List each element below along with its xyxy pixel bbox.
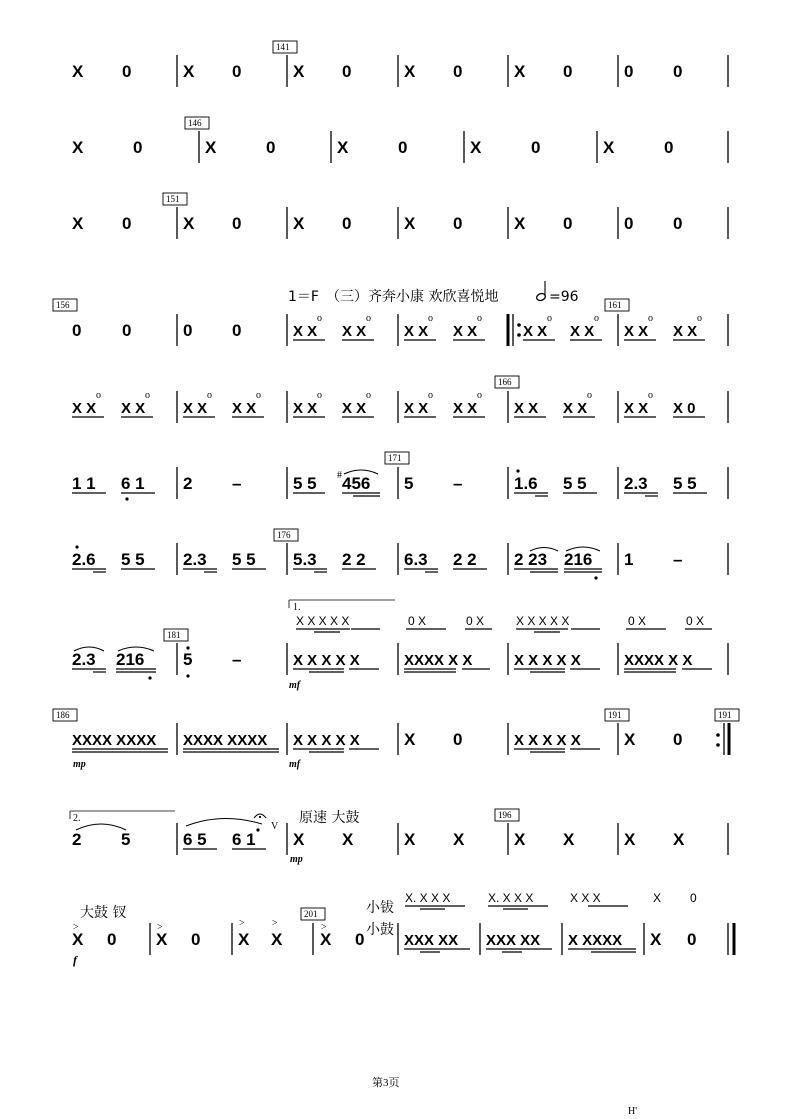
svg-text:216: 216	[116, 650, 145, 669]
svg-text:X: X	[293, 830, 305, 849]
svg-text:0: 0	[664, 138, 674, 157]
svg-text:o: o	[366, 313, 371, 324]
svg-text:V: V	[271, 821, 279, 832]
svg-text:X X X X X: X X X X X	[514, 732, 581, 749]
tempo-primo-bass-drum: 原速 大鼓	[299, 810, 360, 826]
svg-text:>: >	[239, 918, 245, 929]
svg-text:X 0: X 0	[673, 400, 696, 417]
svg-text:0: 0	[266, 138, 276, 157]
svg-text:X: X	[337, 138, 349, 157]
svg-text:X: X	[183, 62, 195, 81]
svg-text:2.3: 2.3	[624, 474, 648, 493]
svg-text:X: X	[404, 830, 416, 849]
svg-text:–: –	[232, 650, 242, 669]
svg-text:1.6: 1.6	[514, 474, 538, 493]
svg-text:X: X	[673, 830, 685, 849]
svg-text:0: 0	[453, 730, 463, 749]
svg-text:X: X	[653, 891, 662, 905]
svg-text:0: 0	[342, 214, 352, 233]
staff-line-7	[72, 529, 728, 580]
svg-text:XXXX X X: XXXX X X	[624, 652, 693, 669]
svg-text:>: >	[73, 922, 79, 933]
svg-text:X X: X X	[293, 400, 318, 417]
svg-text:X: X	[72, 62, 84, 81]
measure-number: 151	[166, 194, 180, 204]
svg-text:6 1: 6 1	[121, 474, 145, 493]
svg-text:XXXX XXXX: XXXX XXXX	[72, 732, 157, 749]
measure-number: 191	[608, 710, 622, 720]
svg-text:X X: X X	[624, 323, 649, 340]
svg-text:o: o	[145, 390, 150, 401]
staff-line-4	[53, 299, 728, 346]
svg-text:X: X	[404, 62, 416, 81]
corner-mark: H'	[628, 1106, 638, 1117]
measure-number: 201	[304, 909, 318, 919]
svg-text:5 5: 5 5	[232, 550, 256, 569]
dynamic-mp: mp	[73, 759, 86, 770]
svg-text:5.3: 5.3	[293, 550, 317, 569]
svg-text:X X: X X	[673, 323, 698, 340]
svg-text:X X: X X	[624, 400, 649, 417]
svg-text:o: o	[317, 390, 322, 401]
svg-text:X: X	[72, 930, 84, 949]
svg-text:2 23: 2 23	[514, 550, 548, 569]
svg-text:>: >	[157, 922, 163, 933]
svg-text:0: 0	[107, 930, 117, 949]
key-signature: 1＝F	[288, 289, 319, 305]
svg-text:0: 0	[690, 891, 697, 905]
svg-text:5 5: 5 5	[121, 550, 145, 569]
svg-text:X: X	[205, 138, 217, 157]
measure-number: 191	[718, 710, 732, 720]
svg-text:o: o	[428, 313, 433, 324]
svg-text:5 5: 5 5	[293, 474, 317, 493]
svg-text:X: X	[650, 930, 662, 949]
measure-number: 186	[56, 710, 70, 720]
svg-text:X. X X X: X. X X X	[405, 891, 451, 905]
svg-text:6 1: 6 1	[232, 830, 256, 849]
svg-text:X: X	[404, 214, 416, 233]
svg-text:X: X	[404, 730, 416, 749]
svg-text:o: o	[587, 390, 592, 401]
svg-text:o: o	[648, 390, 653, 401]
fermata-icon	[254, 814, 266, 818]
svg-text:0: 0	[624, 62, 634, 81]
svg-text:XXX XX: XXX XX	[486, 932, 541, 949]
svg-text:XXXX X X: XXXX X X	[404, 652, 473, 669]
svg-text:X: X	[514, 830, 526, 849]
svg-text:X: X	[271, 930, 283, 949]
svg-text:X X: X X	[342, 400, 367, 417]
tempo-marking: =96	[549, 289, 579, 305]
svg-text:X X X: X X X	[570, 891, 601, 905]
beat-group	[293, 313, 374, 340]
svg-text:o: o	[96, 390, 101, 401]
svg-text:X X X X X: X X X X X	[293, 732, 360, 749]
svg-text:0: 0	[232, 62, 242, 81]
svg-text:1 1: 1 1	[72, 474, 96, 493]
svg-text:2: 2	[183, 474, 193, 493]
svg-text:X: X	[293, 62, 305, 81]
svg-text:o: o	[366, 390, 371, 401]
svg-text:X XXXX: X XXXX	[568, 932, 623, 949]
svg-text:X: X	[156, 930, 168, 949]
svg-text:X: X	[563, 830, 575, 849]
measure-number: 166	[498, 377, 512, 387]
svg-text:0 X: 0 X	[628, 614, 647, 628]
svg-text:X X X X X: X X X X X	[516, 614, 570, 628]
svg-text:o: o	[697, 313, 702, 324]
svg-text:0: 0	[122, 321, 132, 340]
svg-text:0: 0	[563, 62, 573, 81]
svg-text:0: 0	[122, 214, 132, 233]
section-title: （三）齐奔小康 欢欣喜悦地	[326, 289, 499, 305]
staff-line-1	[72, 41, 728, 87]
svg-text:>: >	[321, 922, 327, 933]
svg-text:o: o	[477, 313, 482, 324]
svg-text:2.3: 2.3	[183, 550, 207, 569]
svg-text:2: 2	[72, 830, 82, 849]
svg-text:X: X	[624, 730, 636, 749]
measure-number: 196	[498, 810, 512, 820]
dynamic-f: f	[73, 953, 77, 967]
svg-text:X: X	[342, 830, 354, 849]
svg-text:o: o	[256, 390, 261, 401]
measure-number: 146	[188, 118, 202, 128]
svg-text:0: 0	[453, 214, 463, 233]
svg-text:X: X	[514, 62, 526, 81]
svg-text:2.3: 2.3	[72, 650, 96, 669]
svg-text:6 5: 6 5	[183, 830, 207, 849]
svg-text:0: 0	[673, 62, 683, 81]
measure-number: 141	[276, 42, 290, 52]
svg-text:o: o	[594, 313, 599, 324]
bass-drum-cymbal-label: 大鼓 钗	[80, 905, 127, 921]
svg-text:XXX XX: XXX XX	[404, 932, 459, 949]
svg-text:X X: X X	[232, 400, 257, 417]
svg-text:X: X	[470, 138, 482, 157]
staff-line-11	[72, 891, 734, 967]
svg-text:X X: X X	[523, 323, 548, 340]
svg-text:X: X	[453, 830, 465, 849]
half-note-icon	[536, 281, 547, 302]
svg-text:X X: X X	[453, 400, 478, 417]
svg-text:X X: X X	[72, 400, 97, 417]
svg-text:X: X	[72, 138, 84, 157]
svg-text:0: 0	[183, 321, 193, 340]
measure-number: 171	[388, 453, 402, 463]
svg-text:0: 0	[624, 214, 634, 233]
svg-text:X: X	[183, 214, 195, 233]
svg-text:X: X	[72, 214, 84, 233]
svg-text:0: 0	[453, 62, 463, 81]
svg-text:X: X	[603, 138, 615, 157]
svg-text:X X X X X: X X X X X	[296, 614, 350, 628]
svg-text:o: o	[207, 390, 212, 401]
volta-2: 2.	[73, 813, 81, 824]
svg-text:X X X X X: X X X X X	[514, 652, 581, 669]
staff-line-9	[53, 709, 739, 770]
svg-text:6.3: 6.3	[404, 550, 428, 569]
svg-text:0: 0	[673, 730, 683, 749]
svg-text:0: 0	[687, 930, 697, 949]
svg-text:X X: X X	[514, 400, 539, 417]
svg-text:X: X	[238, 930, 250, 949]
svg-text:#: #	[337, 470, 342, 481]
dynamic-mp: mp	[290, 854, 303, 865]
staff-line-8	[72, 600, 728, 691]
svg-text:o: o	[477, 390, 482, 401]
svg-text:0: 0	[122, 62, 132, 81]
svg-text:216: 216	[564, 550, 593, 569]
svg-text:X X: X X	[183, 400, 208, 417]
dynamic-mf: mf	[289, 759, 301, 770]
staff-line-3	[72, 193, 728, 239]
small-drum-label: 小鼓	[366, 922, 394, 938]
svg-text:X X: X X	[404, 400, 429, 417]
svg-text:0: 0	[673, 214, 683, 233]
svg-text:X X: X X	[293, 323, 318, 340]
svg-text:5 5: 5 5	[673, 474, 697, 493]
measure-number: 181	[167, 630, 181, 640]
svg-text:o: o	[317, 313, 322, 324]
staff-line-10	[70, 809, 728, 865]
svg-text:X X: X X	[563, 400, 588, 417]
svg-text:5 5: 5 5	[563, 474, 587, 493]
svg-text:456: 456	[342, 474, 371, 493]
staff-line-5	[72, 376, 728, 423]
svg-text:0 X: 0 X	[466, 614, 485, 628]
svg-text:X: X	[514, 214, 526, 233]
svg-text:X X: X X	[121, 400, 146, 417]
svg-text:o: o	[428, 390, 433, 401]
svg-text:0: 0	[355, 930, 365, 949]
staff-line-6	[72, 452, 728, 501]
svg-text:0: 0	[398, 138, 408, 157]
svg-text:2.6: 2.6	[72, 550, 96, 569]
svg-text:0: 0	[563, 214, 573, 233]
svg-text:–: –	[453, 474, 463, 493]
staff-line-2	[72, 117, 728, 163]
svg-text:X X: X X	[453, 323, 478, 340]
svg-text:–: –	[673, 550, 683, 569]
svg-text:0: 0	[72, 321, 82, 340]
svg-text:o: o	[547, 313, 552, 324]
svg-text:5: 5	[121, 830, 131, 849]
measure-number: 156	[56, 300, 70, 310]
svg-text:X X: X X	[404, 323, 429, 340]
svg-text:1: 1	[624, 550, 634, 569]
svg-text:2 2: 2 2	[453, 550, 477, 569]
page-number: 第3页	[372, 1077, 400, 1089]
svg-text:0: 0	[232, 321, 242, 340]
svg-text:5: 5	[183, 650, 193, 669]
small-cymbal-label: 小钹	[366, 900, 394, 916]
svg-text:XXXX XXXX: XXXX XXXX	[183, 732, 268, 749]
measure-number: 161	[608, 300, 622, 310]
svg-text:X X: X X	[342, 323, 367, 340]
svg-text:0 X: 0 X	[408, 614, 427, 628]
svg-text:0: 0	[191, 930, 201, 949]
dynamic-mf: mf	[289, 680, 301, 691]
svg-text:>: >	[272, 918, 278, 929]
svg-text:X: X	[624, 830, 636, 849]
svg-text:X. X X X: X. X X X	[488, 891, 534, 905]
svg-text:X: X	[320, 930, 332, 949]
svg-text:X X X X X: X X X X X	[293, 652, 360, 669]
svg-text:2 2: 2 2	[342, 550, 366, 569]
svg-text:0: 0	[531, 138, 541, 157]
svg-text:o: o	[648, 313, 653, 324]
svg-text:0: 0	[133, 138, 143, 157]
svg-text:0: 0	[342, 62, 352, 81]
section-header	[288, 281, 579, 305]
svg-text:–: –	[232, 474, 242, 493]
measure-number: 176	[277, 530, 291, 540]
svg-text:5: 5	[404, 474, 414, 493]
svg-text:0 X: 0 X	[686, 614, 705, 628]
svg-text:0: 0	[232, 214, 242, 233]
svg-text:X X: X X	[570, 323, 595, 340]
svg-text:X: X	[293, 214, 305, 233]
volta-1: 1.	[293, 602, 301, 613]
